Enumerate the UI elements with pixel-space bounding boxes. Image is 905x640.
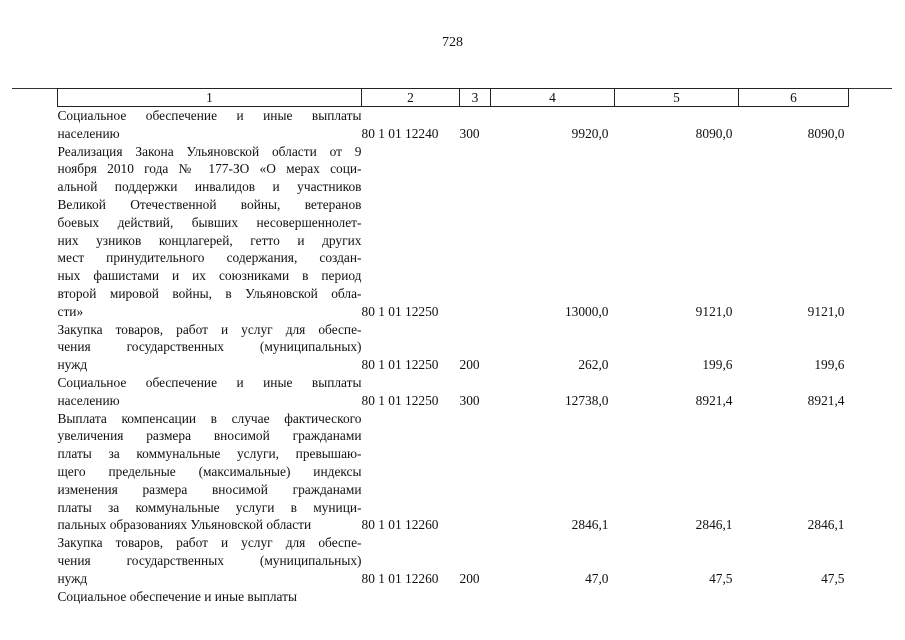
row-value-col6: 8921,4 bbox=[807, 392, 845, 408]
row-name bbox=[58, 374, 362, 410]
row-value-col5: 199,6 bbox=[702, 357, 733, 373]
row-code: 80 1 01 12250 bbox=[361, 392, 439, 408]
table-row bbox=[58, 588, 849, 606]
row-expense-type bbox=[460, 588, 491, 606]
row-name-line: Великой Отечественной войны, ветеранов bbox=[57, 196, 362, 212]
row-code: 80 1 01 12260 bbox=[361, 517, 439, 533]
table-row bbox=[58, 374, 849, 410]
row-name bbox=[58, 107, 362, 143]
row-expense-type: 200 bbox=[459, 570, 480, 586]
row-name bbox=[58, 143, 362, 321]
row-name-line: платы за коммунальные услуги, превышаю- bbox=[57, 446, 362, 462]
row-name-line: Социальное обеспечение и иные выплаты bbox=[57, 588, 298, 604]
table-row bbox=[58, 410, 849, 535]
row-value-col4: 9920,0 bbox=[571, 125, 609, 141]
col-header-6: 6 bbox=[739, 89, 849, 107]
row-name-line: ных фашистами и их союзниками в период bbox=[57, 268, 362, 284]
table-row bbox=[58, 321, 849, 374]
row-expense-type: 300 bbox=[459, 125, 480, 141]
row-value-col6 bbox=[739, 588, 849, 606]
col-header-5: 5 bbox=[615, 89, 739, 107]
row-name-line: ноября 2010 года № 177-ЗО «О мерах соци- bbox=[57, 161, 362, 177]
row-value-col5: 8090,0 bbox=[695, 125, 733, 141]
row-value-col6: 2846,1 bbox=[807, 517, 845, 533]
row-name-line: чения государственных (муниципальных) bbox=[57, 339, 362, 355]
row-code: 80 1 01 12250 bbox=[361, 303, 439, 319]
row-name-line: Социальное обеспечение и иные выплаты bbox=[57, 108, 362, 123]
row-name-line: щего предельные (максимальные) индексы bbox=[57, 463, 362, 479]
row-value-col4: 2846,1 bbox=[571, 517, 609, 533]
page-number: 728 bbox=[442, 35, 463, 50]
row-value-col5: 2846,1 bbox=[695, 517, 733, 533]
table-body bbox=[58, 107, 849, 606]
table-header bbox=[58, 89, 849, 107]
row-name-line: альной поддержки инвалидов и участников bbox=[57, 179, 362, 195]
row-code: 80 1 01 12250 bbox=[361, 357, 439, 373]
row-expense-type bbox=[460, 143, 491, 321]
row-value-col4: 13000,0 bbox=[564, 303, 609, 319]
budget-table bbox=[57, 88, 849, 605]
table-row bbox=[58, 534, 849, 587]
row-name-line: Закупка товаров, работ и услуг для обеспе- bbox=[57, 321, 362, 337]
row-name-line: боевых действий, бывших несовершеннолет- bbox=[57, 214, 362, 230]
row-name-line: населению bbox=[57, 392, 120, 408]
row-value-col4 bbox=[491, 588, 615, 606]
row-expense-type: 200 bbox=[459, 357, 480, 373]
row-name-line: изменения размера вносимой гражданами bbox=[57, 481, 362, 497]
table-row bbox=[58, 107, 849, 143]
row-name-line: мест принудительного содержания, создан- bbox=[57, 250, 362, 266]
row-value-col4: 47,0 bbox=[585, 570, 609, 586]
row-value-col5: 47,5 bbox=[709, 570, 733, 586]
row-value-col4: 262,0 bbox=[578, 357, 609, 373]
row-name bbox=[58, 410, 362, 535]
row-name bbox=[58, 321, 362, 374]
row-value-col6: 47,5 bbox=[821, 570, 845, 586]
row-name-line: увеличения размера вносимой гражданами bbox=[57, 428, 362, 444]
row-code: 80 1 01 12240 bbox=[361, 125, 439, 141]
row-value-col5: 9121,0 bbox=[695, 303, 733, 319]
row-code: 80 1 01 12260 bbox=[361, 570, 439, 586]
row-name-line: второй мировой войны, в Ульяновской обла- bbox=[57, 285, 362, 301]
row-name-line: сти» bbox=[57, 303, 84, 319]
row-name-line: Выплата компенсации в случае фактического bbox=[57, 410, 362, 426]
row-name-line: нужд bbox=[57, 357, 88, 373]
row-code bbox=[362, 588, 460, 606]
col-header-1: 1 bbox=[58, 89, 362, 107]
col-header-3: 3 bbox=[460, 89, 491, 107]
row-value-col6: 199,6 bbox=[814, 357, 845, 373]
row-name-line: платы за коммунальные услуги в муници- bbox=[57, 499, 362, 515]
row-value-col4: 12738,0 bbox=[564, 392, 609, 408]
col-header-2: 2 bbox=[362, 89, 460, 107]
row-name-line: населению bbox=[57, 125, 120, 141]
row-name bbox=[58, 534, 362, 587]
row-name-line: пальных образованиях Ульяновской области bbox=[57, 517, 312, 533]
row-value-col6: 9121,0 bbox=[807, 303, 845, 319]
row-value-col6: 8090,0 bbox=[807, 125, 845, 141]
header-row bbox=[58, 89, 849, 107]
row-expense-type: 300 bbox=[459, 392, 480, 408]
row-name-line: нужд bbox=[57, 570, 88, 586]
row-value-col5: 8921,4 bbox=[695, 392, 733, 408]
row-name-line: них узников концлагерей, гетто и других bbox=[57, 232, 362, 248]
row-name-line: Реализация Закона Ульяновской области от 9 bbox=[57, 143, 362, 159]
col-header-4: 4 bbox=[491, 89, 615, 107]
row-expense-type bbox=[460, 410, 491, 535]
row-name-line: чения государственных (муниципальных) bbox=[57, 552, 362, 568]
row-value-col5 bbox=[615, 588, 739, 606]
row-name-line: Социальное обеспечение и иные выплаты bbox=[57, 374, 362, 390]
row-name bbox=[58, 588, 362, 606]
row-name-line: Закупка товаров, работ и услуг для обеспе- bbox=[57, 535, 362, 551]
table-row bbox=[58, 143, 849, 321]
